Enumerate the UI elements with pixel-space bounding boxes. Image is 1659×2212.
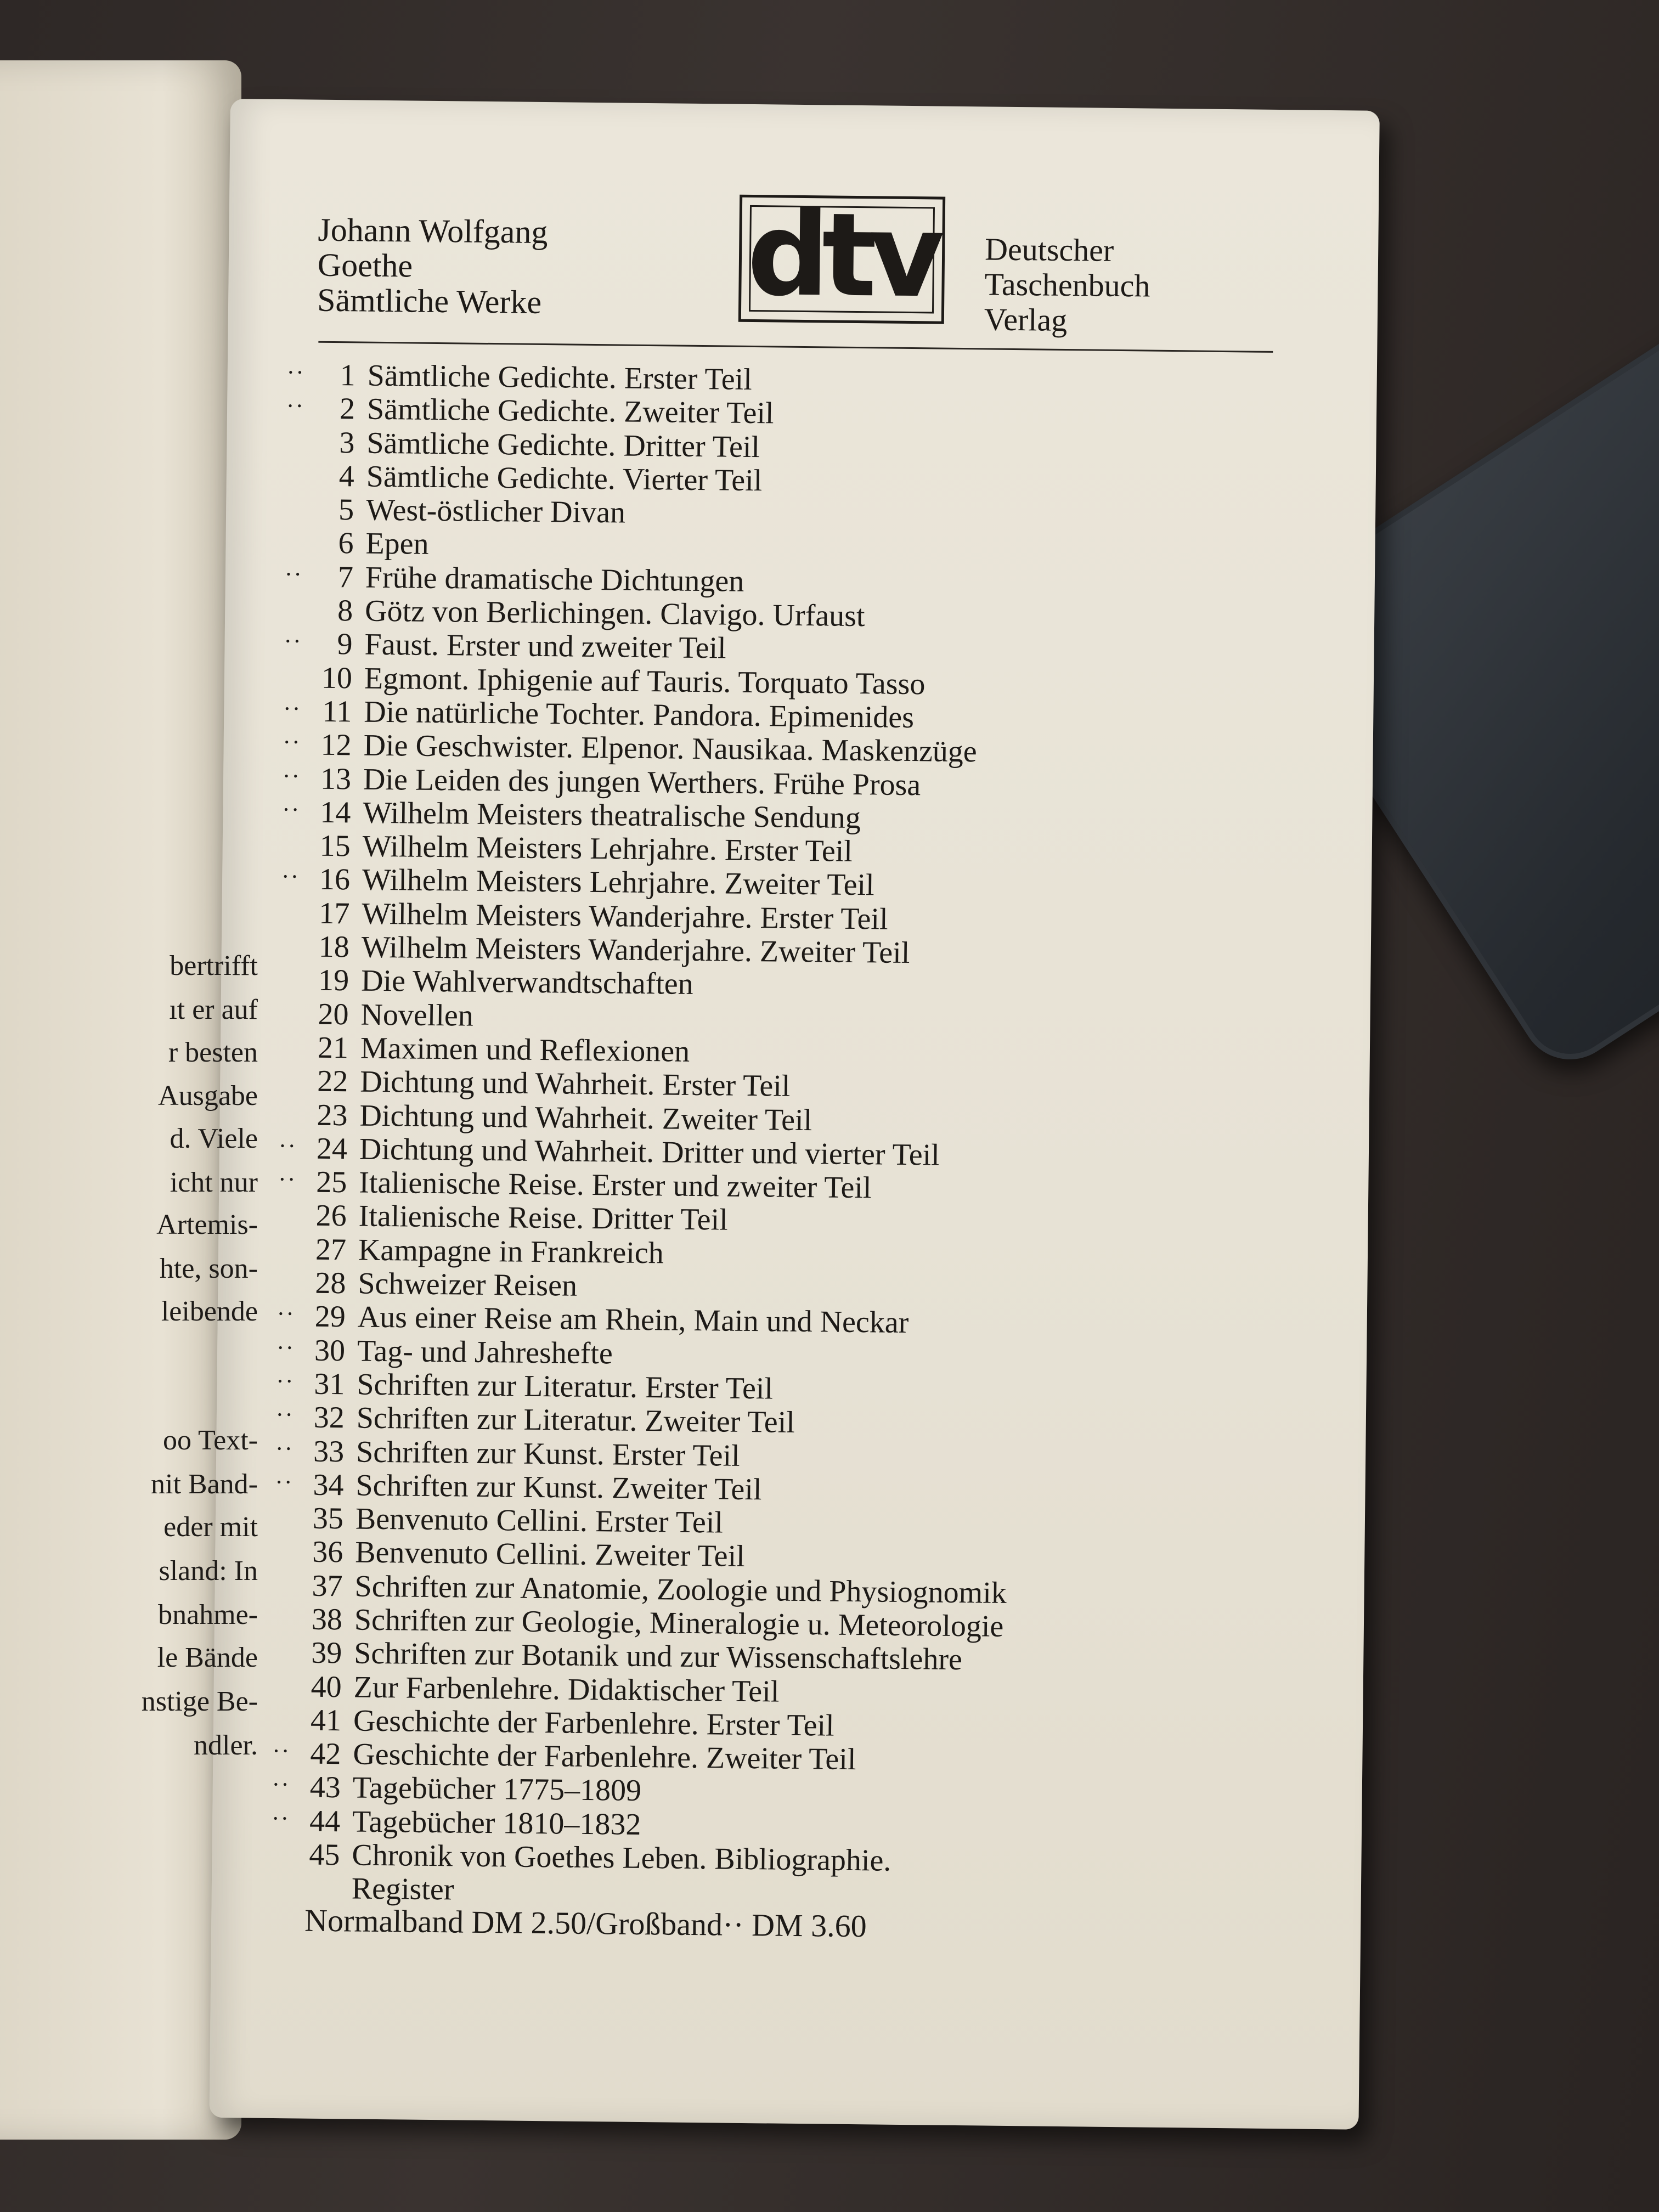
volume-title: Frühe dramatische Dichtungen	[365, 560, 744, 599]
volume-title: Dichtung und Wahrheit. Dritter und vierter Teil	[359, 1132, 940, 1172]
volume-title: Faust. Erster und zweiter Teil	[364, 627, 726, 665]
volume-row	[275, 727, 978, 769]
large-volume-marker: ··	[283, 695, 302, 723]
volume-title: West-östlicher Divan	[365, 493, 626, 530]
volume-row	[267, 1534, 746, 1574]
volume-title: Dichtung und Wahrheit. Zweiter Teil	[359, 1098, 812, 1137]
volume-title: Schriften zur Anatomie, Zoologie und Physiognomik	[354, 1569, 1007, 1610]
large-volume-marker: ··	[271, 1804, 290, 1832]
volume-number: 5	[338, 493, 354, 527]
left-page-text-fragment: ndler.	[194, 1730, 258, 1761]
volume-number: 36	[312, 1535, 343, 1570]
large-volume-marker: ··	[275, 1367, 295, 1395]
volume-number: 22	[317, 1064, 348, 1099]
author-name-line2: Goethe	[317, 246, 413, 284]
left-page-text-fragment: icht nur	[170, 1167, 258, 1198]
volume-title: Epen	[365, 527, 429, 562]
volume-title: Schriften zur Literatur. Zweiter Teil	[356, 1401, 795, 1440]
volume-number: 40	[311, 1669, 342, 1704]
volume-title: Chronik von Goethes Leben. Bibliographie.	[352, 1838, 891, 1878]
volume-row	[273, 962, 694, 1002]
volume-title: Benvenuto Cellini. Erster Teil	[355, 1502, 724, 1540]
volume-number: 42	[310, 1736, 341, 1771]
volume-title: Schriften zur Literatur. Erster Teil	[357, 1367, 774, 1406]
volume-title: Die Leiden des jungen Werthers. Frühe Prosa	[363, 762, 921, 802]
large-volume-marker: ··	[282, 762, 301, 789]
volume-row	[275, 760, 921, 802]
volume-title: Sämtliche Gedichte. Dritter Teil	[366, 426, 760, 464]
volume-list	[264, 357, 1007, 1907]
dtv-logo-text: dtv	[746, 187, 938, 324]
left-page-text-fragment: Ausgabe	[158, 1080, 258, 1111]
publisher-header	[984, 232, 1151, 338]
volume-number: 11	[322, 694, 352, 729]
volume-number: 38	[311, 1602, 343, 1637]
volume-number: 9	[337, 627, 353, 662]
large-volume-marker: ··	[278, 1166, 297, 1193]
volume-number: 34	[313, 1468, 344, 1503]
volume-number: 23	[317, 1098, 348, 1132]
volume-title: Zur Farbenlehre. Didaktischer Teil	[353, 1670, 780, 1709]
large-volume-marker: ··	[284, 560, 303, 588]
volume-number: 10	[321, 661, 353, 696]
volume-row	[265, 1736, 856, 1777]
volume-number: 3	[339, 425, 355, 460]
volume-number: 4	[338, 459, 355, 494]
volume-number: 35	[312, 1501, 344, 1536]
volume-title: Tagebücher 1810–1832	[352, 1804, 641, 1842]
volume-number: 27	[315, 1232, 347, 1267]
volume-number: 32	[313, 1400, 345, 1435]
volume-title: Schriften zur Botanik und zur Wissenschaftslehre	[354, 1636, 963, 1677]
dtv-logo	[738, 187, 945, 324]
volume-number: 33	[313, 1434, 345, 1469]
right-book-page	[209, 99, 1379, 2130]
volume-number: 19	[318, 963, 349, 998]
volume-title: Geschichte der Farbenlehre. Zweiter Teil	[353, 1737, 856, 1777]
volume-number: 41	[310, 1703, 342, 1738]
volume-title: Götz von Berlichingen. Clavigo. Urfaust	[364, 594, 865, 634]
volume-row	[270, 1198, 729, 1238]
left-page-text-fragment: Artemis-	[156, 1209, 258, 1240]
volume-row	[274, 828, 853, 869]
large-volume-marker: ··	[283, 729, 301, 756]
volume-title: Die natürliche Tochter. Pandora. Epimenides	[363, 695, 915, 735]
left-page-text-fragment: nstige Be-	[141, 1686, 258, 1717]
volume-title: Italienische Reise. Erster und zweiter Teil	[358, 1165, 872, 1205]
volume-number: 26	[315, 1199, 347, 1233]
volume-number: 1	[340, 358, 356, 393]
volume-title: Sämtliche Gedichte. Zweiter Teil	[366, 392, 774, 431]
volume-row	[266, 1635, 963, 1677]
left-page-text-fragment: ıt er auf	[169, 994, 258, 1025]
volume-number: 16	[319, 862, 351, 897]
volume-number: 37	[312, 1568, 343, 1603]
left-page-text-fragment: le Bände	[157, 1642, 258, 1673]
volume-title: Geschichte der Farbenlehre. Erster Teil	[353, 1703, 835, 1743]
volume-number: 25	[316, 1165, 347, 1200]
volume-number: 39	[311, 1635, 342, 1671]
volume-title: Tag- und Jahreshefte	[357, 1334, 613, 1371]
volume-row	[269, 1332, 613, 1371]
volume-row	[264, 1769, 642, 1808]
volume-title: Schriften zur Geologie, Mineralogie u. Meteorologie	[354, 1602, 1004, 1644]
volume-row	[268, 1433, 741, 1473]
volume-title: Wilhelm Meisters theatralische Sendung	[363, 795, 861, 835]
left-page-text-fragment: bertrifft	[170, 950, 258, 981]
left-page-text-fragment: sland: In	[159, 1555, 258, 1587]
volume-number: 20	[318, 997, 349, 1031]
large-volume-marker: ··	[284, 628, 302, 655]
left-page-text-fragment: eder mit	[163, 1511, 258, 1543]
volume-number: 15	[319, 828, 351, 864]
volume-number: 45	[309, 1837, 340, 1872]
large-volume-marker: ··	[272, 1771, 291, 1798]
volume-title: Dichtung und Wahrheit. Erster Teil	[359, 1064, 791, 1104]
volume-number: 14	[320, 795, 351, 830]
left-page-text-fragment: d. Viele	[170, 1123, 258, 1154]
large-volume-marker: ··	[276, 1300, 296, 1328]
left-page-text-fragment: nit Band-	[151, 1469, 258, 1500]
volume-number: 6	[338, 526, 354, 561]
left-page-text-fragment: hte, son-	[159, 1253, 258, 1284]
volume-number: 21	[317, 1030, 349, 1065]
large-volume-marker: ··	[275, 1435, 294, 1462]
volume-number: 31	[314, 1367, 345, 1402]
volume-title: Egmont. Iphigenie auf Tauris. Torquato Tasso	[364, 661, 926, 701]
volume-title: Schriften zur Kunst. Erster Teil	[356, 1435, 741, 1473]
volume-title: Sämtliche Gedichte. Vierter Teil	[366, 459, 763, 498]
volume-title: Register	[351, 1871, 454, 1907]
volume-row	[274, 861, 874, 902]
volume-number: 43	[309, 1770, 341, 1805]
large-volume-marker: ··	[281, 863, 300, 890]
large-volume-marker: ··	[286, 359, 306, 386]
volume-number: 18	[318, 929, 350, 964]
large-volume-marker: ··	[275, 1468, 294, 1496]
volume-title: Wilhelm Meisters Wanderjahre. Zweiter Teil	[361, 930, 910, 970]
left-page-text-fragment: r besten	[168, 1037, 258, 1068]
large-volume-marker: ··	[276, 1334, 295, 1361]
volume-title: Novellen	[360, 997, 474, 1033]
publisher-line2: Taschenbuch	[984, 266, 1150, 304]
volume-title: Wilhelm Meisters Wanderjahre. Erster Teil	[362, 896, 888, 936]
volume-row	[278, 492, 626, 530]
volume-number: 44	[309, 1804, 341, 1839]
price-line: Normalband DM 2.50/Großband·· DM 3.60	[304, 1902, 867, 1944]
volume-title: Aus einer Reise am Rhein, Main und Neckar	[357, 1300, 909, 1340]
large-volume-marker: ··	[286, 392, 305, 420]
volume-title: Maximen und Reflexionen	[360, 1031, 690, 1069]
volume-title: Italienische Reise. Dritter Teil	[358, 1199, 729, 1238]
volume-row	[279, 391, 774, 431]
volume-title: Wilhelm Meisters Lehrjahre. Erster Teil	[362, 829, 853, 869]
volume-number: 2	[339, 392, 356, 426]
large-volume-marker: ··	[275, 1401, 295, 1429]
collection-title: Sämtliche Werke	[317, 281, 542, 320]
publisher-line3: Verlag	[984, 301, 1068, 338]
volume-number: 12	[320, 728, 352, 763]
volume-title: Benvenuto Cellini. Zweiter Teil	[354, 1535, 746, 1574]
left-page-text-fragment: oo Text-	[162, 1425, 258, 1456]
author-header	[317, 212, 548, 320]
volume-row	[264, 1803, 641, 1842]
volume-row	[277, 592, 865, 634]
volume-row	[269, 1299, 909, 1340]
volume-title: Tagebücher 1775–1809	[352, 1770, 642, 1808]
volume-title: Die Geschwister. Elpenor. Nausikaa. Maskenzüge	[363, 728, 978, 769]
volume-number: 7	[337, 560, 354, 595]
volume-number: 17	[319, 896, 350, 931]
volume-number: 13	[320, 761, 352, 796]
volume-title: Kampagne in Frankreich	[358, 1233, 664, 1271]
publisher-line1: Deutscher	[984, 231, 1114, 268]
volume-row	[272, 1063, 791, 1104]
volume-title: Die Wahlverwandtschaften	[360, 963, 694, 1002]
volume-title: Wilhelm Meisters Lehrjahre. Zweiter Teil	[362, 863, 874, 902]
large-volume-marker: ··	[278, 1132, 297, 1160]
volume-row	[276, 626, 726, 665]
volume-number: 8	[337, 594, 353, 628]
volume-row	[279, 357, 753, 397]
large-volume-marker: ··	[281, 795, 301, 823]
volume-row	[271, 1164, 872, 1205]
volume-row	[270, 1232, 664, 1271]
volume-title: Sämtliche Gedichte. Erster Teil	[367, 358, 753, 397]
volume-number: 28	[315, 1266, 346, 1301]
volume-row	[276, 660, 926, 701]
volume-number: 24	[316, 1131, 348, 1166]
left-page-text-fragment: leibende	[161, 1296, 258, 1327]
volume-number: 30	[314, 1333, 346, 1368]
volume-title: Schweizer Reisen	[358, 1266, 578, 1303]
large-volume-marker: ··	[272, 1737, 291, 1765]
left-page-text-fragment: bnahme-	[158, 1599, 258, 1630]
volume-title: Schriften zur Kunst. Zweiter Teil	[356, 1468, 762, 1507]
author-name-line1: Johann Wolfgang	[318, 211, 548, 251]
header-divider	[318, 341, 1273, 353]
volume-number: 29	[314, 1300, 346, 1334]
